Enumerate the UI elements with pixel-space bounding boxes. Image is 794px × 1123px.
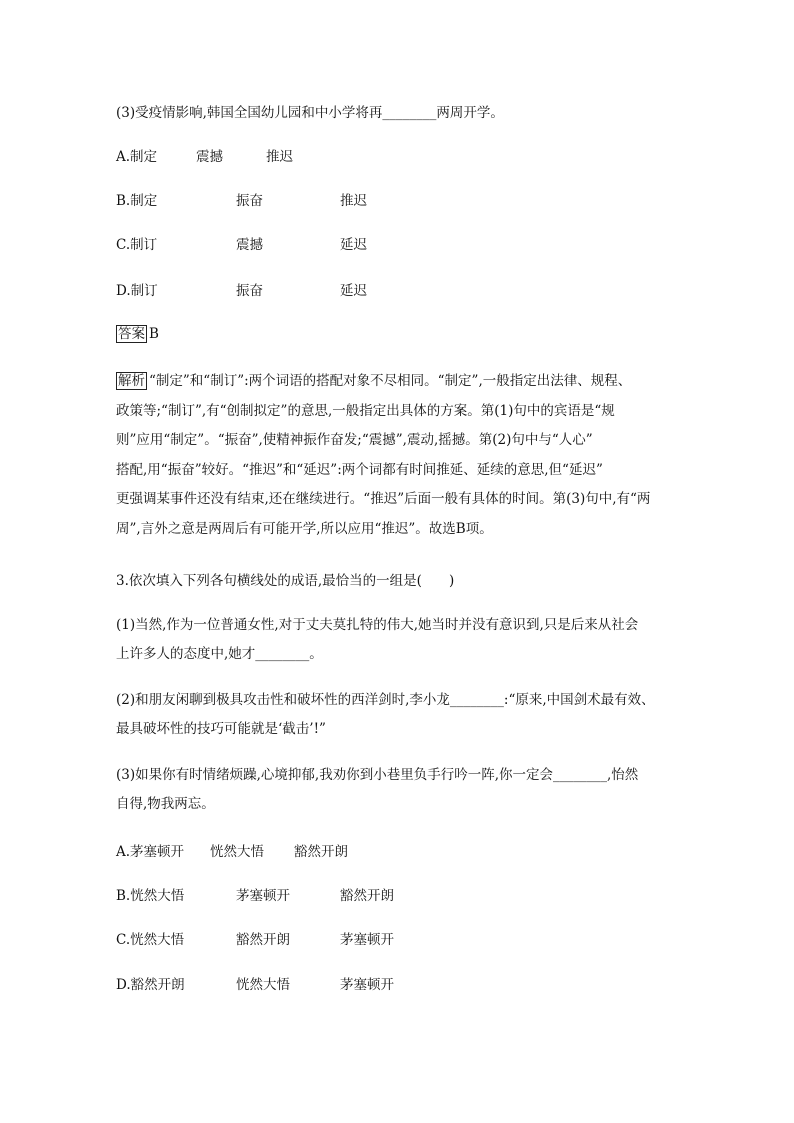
option-word-3: 延迟 — [340, 283, 367, 299]
option-word-3: 豁然开朗 — [294, 844, 348, 860]
option-letter: D.豁然开朗 — [116, 977, 185, 993]
option-word-3: 推迟 — [340, 193, 367, 209]
option-word-2: 茅塞顿开 — [236, 888, 290, 904]
analysis-line: 政策等;“制订”,有“创制拟定”的意思,一般指定出具体的方案。第(1)句中的宾语是“规 — [116, 402, 615, 419]
q3-item-3-line-2: 自得,物我两忘。 — [116, 796, 215, 812]
q3-item-3-line-1: (3)如果你有时情绪烦躁,心境抑郁,我劝你到小巷里负手行吟一阵,你一定会________,怡然 — [116, 767, 639, 783]
option-word-2: 豁然开朗 — [236, 932, 290, 948]
answer-label: 答案 — [118, 326, 145, 342]
option-letter: B.制定 — [116, 193, 158, 209]
option-word-2: 振奋 — [236, 193, 263, 209]
option-letter: A.茅塞顿开 — [116, 844, 185, 860]
q3-item-1-line-2: 上许多人的态度中,她才________。 — [116, 646, 323, 662]
analysis-paragraph — [116, 367, 681, 544]
option-word-2: 恍然大悟 — [236, 977, 290, 993]
option-letter: C.制订 — [116, 237, 158, 253]
analysis-line: “制定”和“制订”:两个词语的搭配对象不尽相同。“制定”,一般指定出法律、规程、 — [149, 373, 632, 389]
q2-item-3: (3)受疫情影响,韩国全国幼儿园和中小学将再________两周开学。 — [116, 105, 504, 121]
option-word-3: 茅塞顿开 — [340, 977, 394, 993]
option-word-2: 恍然大悟 — [210, 844, 264, 860]
q3-item-2-line-2: 最具破坏性的技巧可能就是‘截击’!” — [116, 721, 326, 737]
answer-line — [116, 325, 159, 343]
option-letter: B.恍然大悟 — [116, 888, 185, 904]
option-word-3: 豁然开朗 — [340, 888, 394, 904]
option-letter: C.恍然大悟 — [116, 932, 185, 948]
analysis-label: 解析 — [118, 373, 145, 389]
analysis-line: 则”应用“制定”。“振奋”,使精神振作奋发;“震撼”,震动,摇撼。第(2)句中与“人心” — [116, 432, 593, 448]
option-letter: A.制定 — [116, 149, 158, 165]
option-word-3: 延迟 — [340, 237, 367, 253]
answer-value: B — [149, 326, 159, 342]
option-word-2: 震撼 — [236, 237, 263, 253]
analysis-line: 搭配,用“振奋”较好。“推迟”和“延迟”:两个词都有时间推延、延续的意思,但“延迟” — [116, 461, 603, 478]
q3-stem: 3.依次填入下列各句横线处的成语,最恰当的一组是( ) — [116, 573, 455, 589]
option-letter: D.制订 — [116, 283, 158, 299]
q3-item-2-line-1: (2)和朋友闲聊到极具攻击性和破坏性的西洋剑时,李小龙________:“原来,中国剑术最有效、 — [116, 692, 655, 708]
analysis-line: 更强调某事件还没有结束,还在继续进行。“推迟”后面一般有具体的时间。第(3)句中,有“两 — [116, 491, 651, 507]
q3-item-1-line-1: (1)当然,作为一位普通女性,对于丈夫莫扎特的伟大,她当时并没有意识到,只是后来从社会 — [116, 617, 639, 633]
option-word-3: 推迟 — [266, 149, 293, 165]
option-word-3: 茅塞顿开 — [340, 932, 394, 948]
option-word-2: 振奋 — [236, 283, 263, 299]
analysis-line: 周”,言外之意是两周后有可能开学,所以应用“推迟”。故选B项。 — [116, 520, 493, 537]
option-word-2: 震撼 — [196, 149, 223, 165]
